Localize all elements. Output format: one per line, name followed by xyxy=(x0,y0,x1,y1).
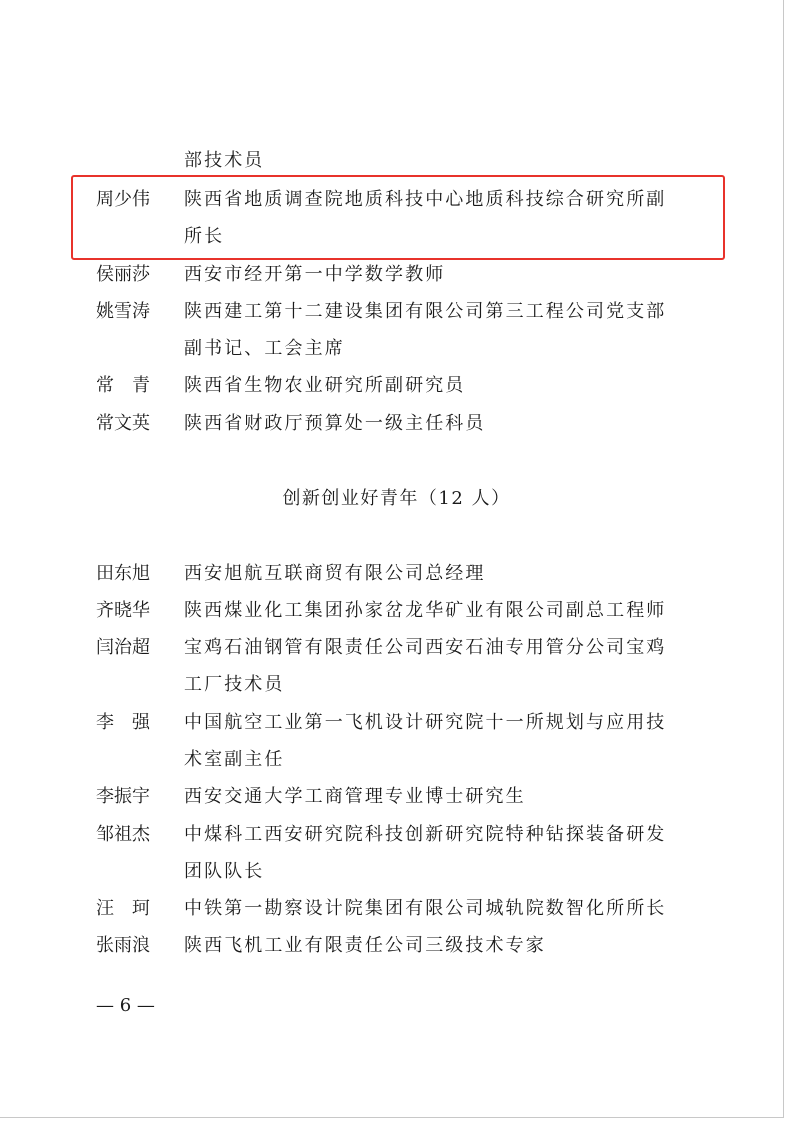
person-title: 西安旭航互联商贸有限公司总经理 xyxy=(184,563,486,584)
list-item xyxy=(0,778,793,815)
list-item xyxy=(0,181,793,218)
continuation-text: 部技术员 xyxy=(184,150,265,171)
page-number: — 6 — xyxy=(96,995,155,1016)
list-item-continued xyxy=(0,218,793,255)
person-title: 陕西飞机工业有限责任公司三级技术专家 xyxy=(184,935,546,956)
person-title: 中铁第一勘察设计院集团有限公司城轨院数智化所所长 xyxy=(184,898,667,919)
list-item xyxy=(0,405,793,442)
list-item-continued xyxy=(0,330,793,367)
list-item-continued xyxy=(0,666,793,703)
list-item xyxy=(0,629,793,666)
person-title: 西安交通大学工商管理专业博士研究生 xyxy=(184,786,526,807)
person-name: 齐晓华 xyxy=(96,600,150,621)
person-name: 李 强 xyxy=(96,712,150,733)
person-title: 陕西煤业化工集团孙家岔龙华矿业有限公司副总工程师 xyxy=(184,600,667,621)
person-title-cont: 团队队长 xyxy=(184,861,265,882)
section-title: 创新创业好青年（12 人） xyxy=(282,488,511,509)
person-title-cont: 术室副主任 xyxy=(184,749,285,770)
person-title: 陕西建工第十二建设集团有限公司第三工程公司党支部 xyxy=(184,301,667,322)
person-name: 常文英 xyxy=(96,413,150,434)
person-title-cont: 所长 xyxy=(184,226,225,247)
list-item xyxy=(0,592,793,629)
person-name: 侯丽莎 xyxy=(96,264,150,285)
person-name: 李振宇 xyxy=(96,786,150,807)
list-item xyxy=(0,367,793,404)
list-item xyxy=(0,256,793,293)
person-name: 姚雪涛 xyxy=(96,301,150,322)
person-title: 中国航空工业第一飞机设计研究院十一所规划与应用技 xyxy=(184,712,667,733)
list-item-continued xyxy=(0,853,793,890)
person-name: 常 青 xyxy=(96,375,150,396)
list-item xyxy=(0,704,793,741)
continuation-row xyxy=(0,142,793,179)
list-item-continued xyxy=(0,741,793,778)
person-name: 汪 珂 xyxy=(96,898,150,919)
person-title: 中煤科工西安研究院科技创新研究院特种钻探装备研发 xyxy=(184,824,667,845)
person-name: 张雨浪 xyxy=(96,935,150,956)
person-name: 周少伟 xyxy=(96,189,150,210)
person-title: 西安市经开第一中学数学教师 xyxy=(184,264,446,285)
person-name: 邹祖杰 xyxy=(96,824,150,845)
list-item xyxy=(0,890,793,927)
person-name: 田东旭 xyxy=(96,563,150,584)
person-title: 陕西省地质调查院地质科技中心地质科技综合研究所副 xyxy=(184,189,667,210)
list-item xyxy=(0,293,793,330)
person-title: 宝鸡石油钢管有限责任公司西安石油专用管分公司宝鸡 xyxy=(184,637,667,658)
person-title-cont: 工厂技术员 xyxy=(184,674,285,695)
person-name: 闫治超 xyxy=(96,637,150,658)
person-title: 陕西省生物农业研究所副研究员 xyxy=(184,375,466,396)
list-item xyxy=(0,927,793,964)
person-title-cont: 副书记、工会主席 xyxy=(184,338,345,359)
person-title: 陕西省财政厅预算处一级主任科员 xyxy=(184,413,486,434)
list-item xyxy=(0,816,793,853)
list-item xyxy=(0,555,793,592)
